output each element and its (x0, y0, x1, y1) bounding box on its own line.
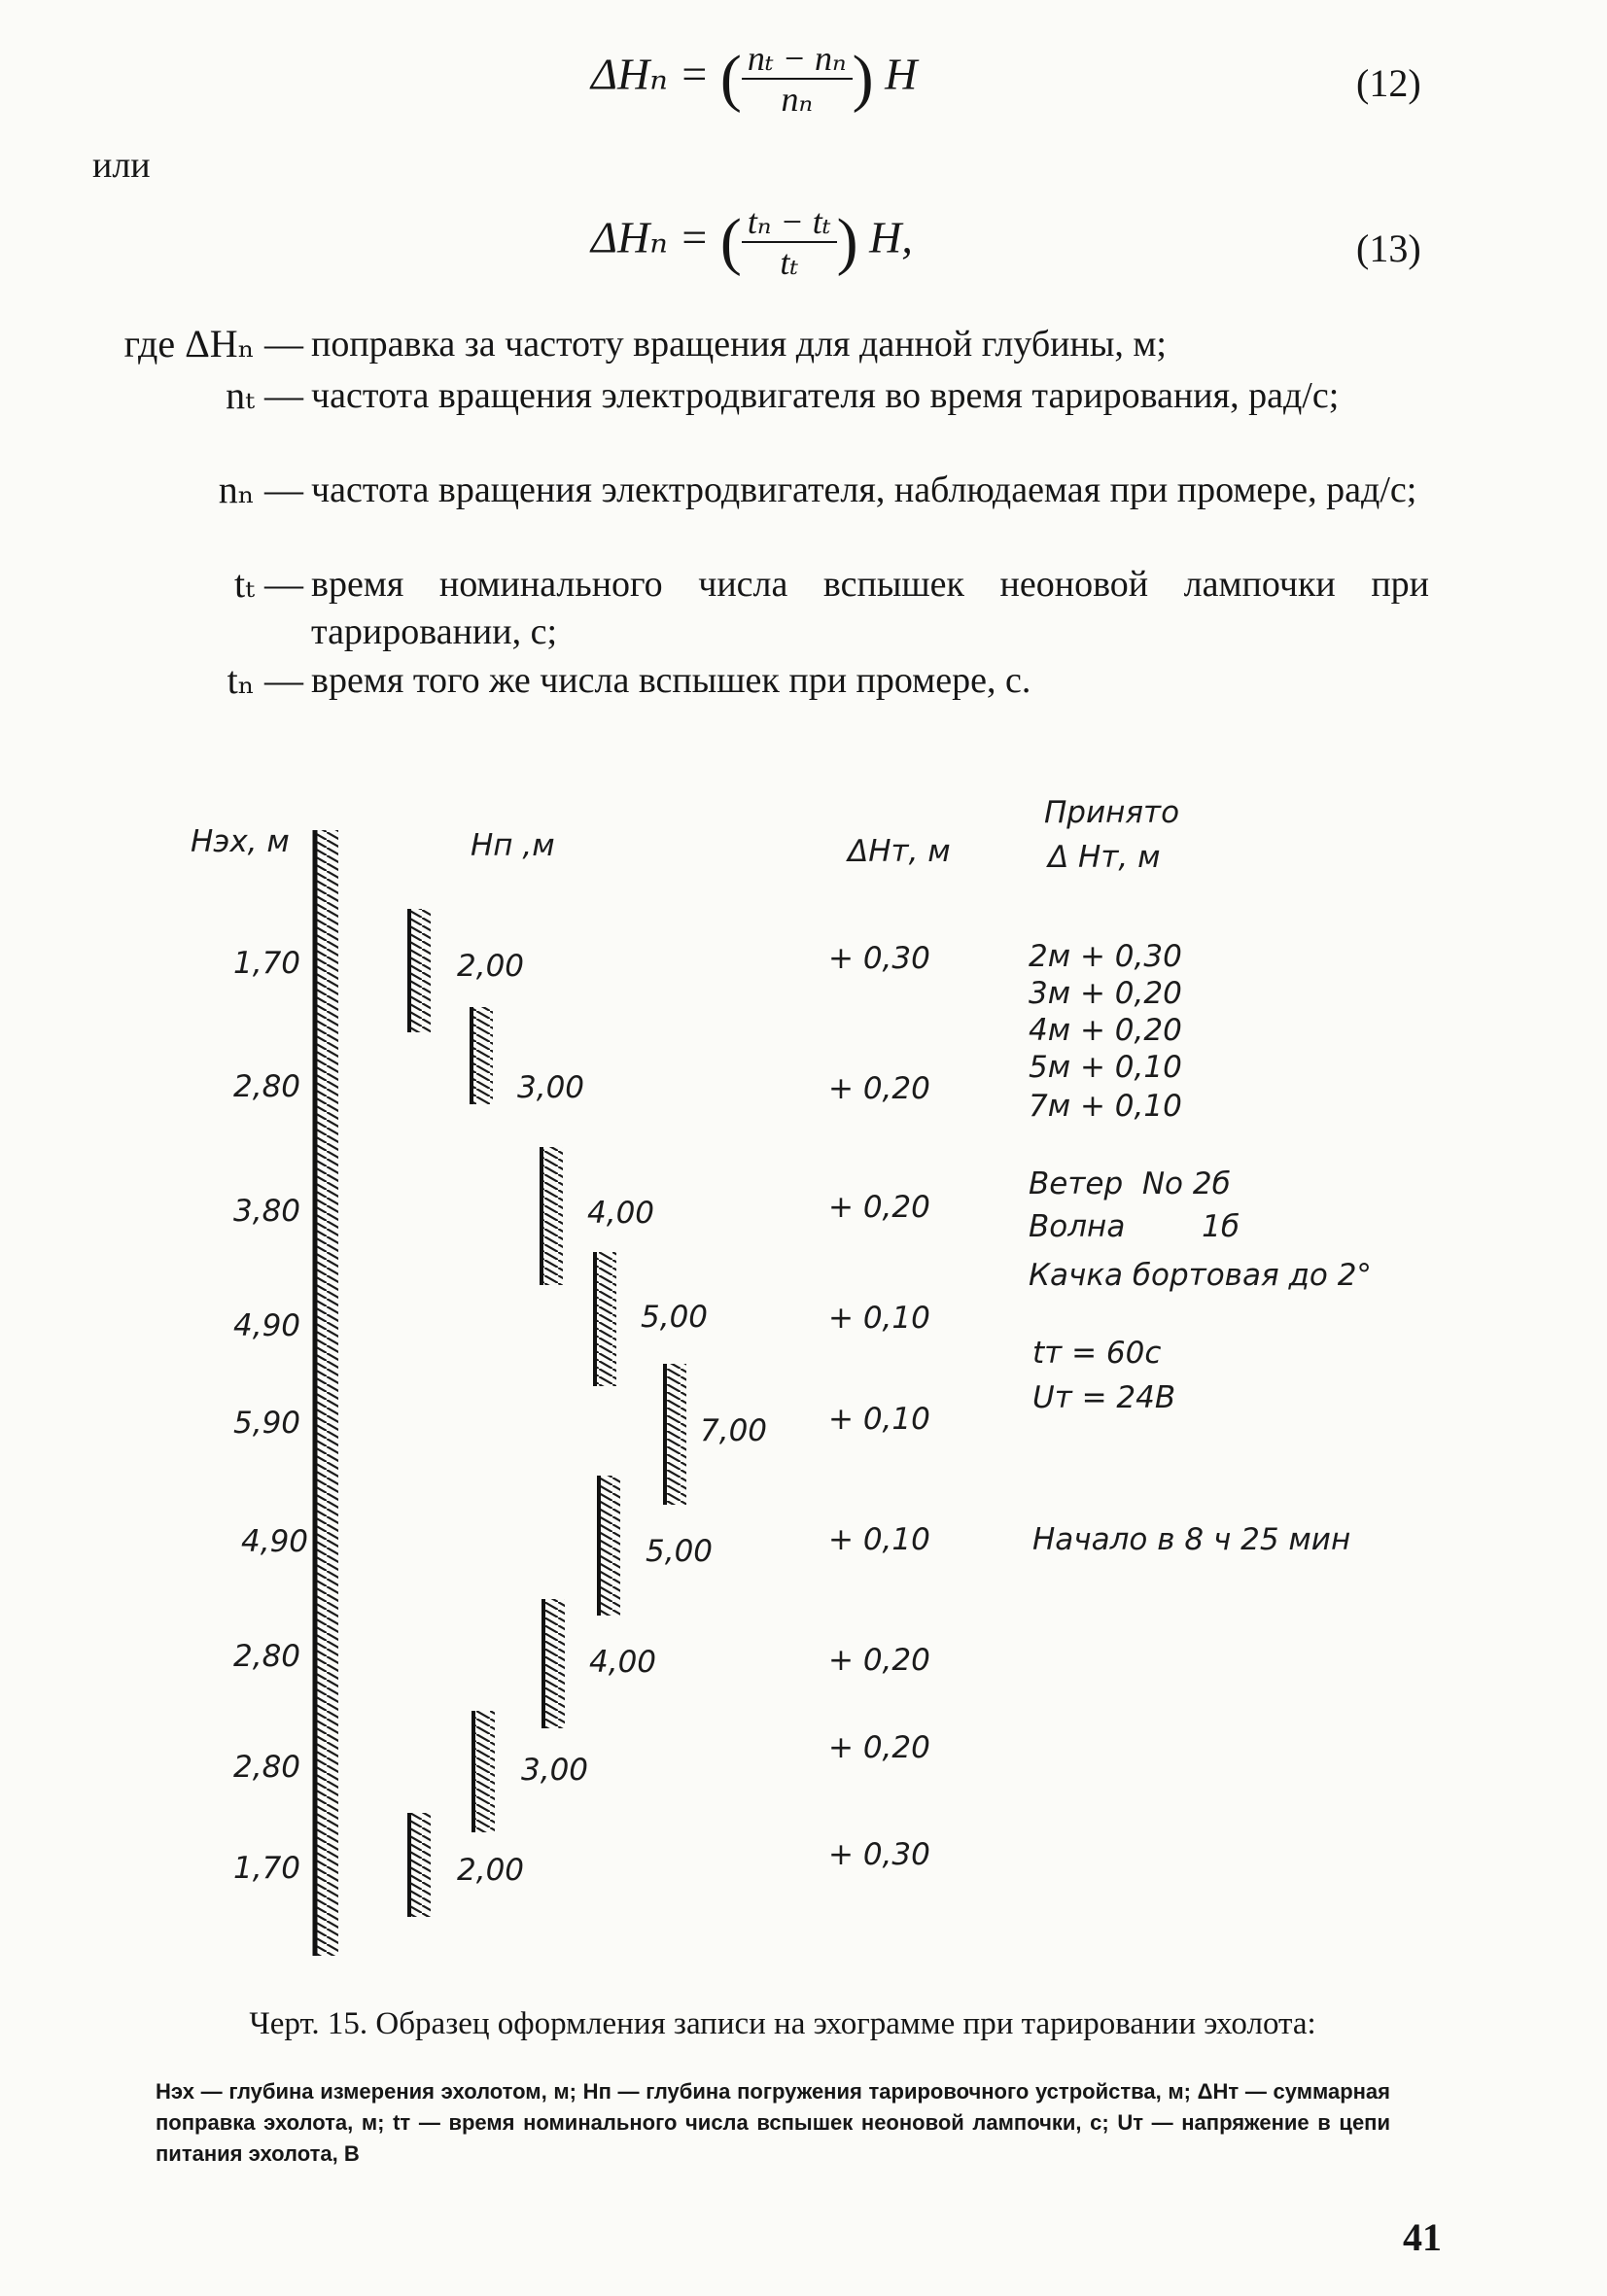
header-accepted: Принято (1044, 795, 1180, 830)
dht-value: + 0,20 (828, 1643, 930, 1678)
connector-word: или (92, 145, 151, 186)
definition-text: поправка за частоту вращения для данной глубины, м; (311, 324, 1167, 365)
equation-13-lhs: ΔHₙ = (591, 212, 710, 262)
hex-value: 1,70 (233, 1851, 301, 1886)
hp-value: 4,00 (589, 1645, 657, 1680)
hex-value: 2,80 (233, 1750, 301, 1785)
hp-value: 3,00 (521, 1753, 589, 1788)
hex-value: 4,90 (233, 1308, 301, 1343)
header-accepted-dht: Δ Нт, м (1048, 840, 1161, 875)
paren-right: ) (836, 206, 858, 277)
dht-value: + 0,30 (828, 1837, 930, 1872)
paren-right: ) (852, 43, 874, 114)
equation-number: (12) (1356, 61, 1421, 105)
equation-13-rhs: H, (869, 212, 913, 262)
equation-number: (13) (1356, 226, 1421, 270)
header-hex: Нэх, м (191, 824, 290, 859)
depth-trace (409, 1813, 431, 1917)
hex-value: 2,80 (233, 1639, 301, 1674)
depth-trace (595, 1252, 616, 1386)
accepted-value: 3м + 0,20 (1029, 976, 1182, 1011)
depth-trace (409, 909, 431, 1032)
depth-trace (541, 1147, 563, 1285)
note-ut: Uт = 24В (1032, 1380, 1176, 1415)
equation-13 (591, 202, 913, 282)
paren-left: ( (719, 43, 742, 114)
paren-left: ( (719, 206, 742, 277)
hex-value: 3,80 (233, 1194, 301, 1229)
figure-caption-title: Черт. 15. Образец оформления записи на эхограмме при тарировании эхолота: (249, 2006, 1316, 2041)
definition-text: частота вращения электродвигателя во время тарирования, рад/с; (311, 375, 1340, 416)
note-wave: Волна 1б (1029, 1209, 1240, 1244)
hp-value: 2,00 (457, 949, 525, 984)
note-tt: tт = 60с (1032, 1336, 1162, 1371)
definition-symbol: nₙ — (218, 468, 303, 511)
dht-value: + 0,20 (828, 1730, 930, 1765)
definition-text: время номинального числа вспышек неоновой лампочки при тарировании, с; (311, 564, 1429, 652)
depth-trace (599, 1476, 620, 1616)
definition-text: время того же числа вспышек при промере, с. (311, 660, 1031, 701)
hex-value: 4,90 (241, 1524, 309, 1559)
fraction (742, 202, 837, 282)
definition-symbol: tₜ — (234, 562, 303, 606)
note-wind: Ветер No 2б (1029, 1166, 1231, 1201)
hex-value: 2,80 (233, 1069, 301, 1104)
dht-value: + 0,10 (828, 1301, 930, 1336)
dht-value: + 0,20 (828, 1071, 930, 1106)
fraction-denominator: tₜ (780, 243, 799, 282)
dht-value: + 0,10 (828, 1402, 930, 1437)
definition-symbol: nₜ — (226, 373, 303, 417)
note-roll: Качка бортовая до 2° (1029, 1258, 1372, 1293)
equation-12-rhs: H (885, 49, 918, 99)
accepted-value: 4м + 0,20 (1029, 1013, 1182, 1048)
depth-trace (665, 1364, 686, 1505)
equation-12-lhs: ΔHₙ = (591, 49, 710, 99)
hp-value: 5,00 (641, 1300, 709, 1335)
dht-value: + 0,20 (828, 1190, 930, 1225)
depth-trace (543, 1599, 565, 1728)
page-number: 41 (1403, 2215, 1442, 2259)
hex-value: 1,70 (233, 946, 301, 981)
definition-symbol: где ΔHₙ — (123, 322, 303, 365)
hp-value: 4,00 (587, 1196, 655, 1231)
hp-value: 5,00 (646, 1534, 714, 1569)
fraction-numerator: nₜ − nₙ (742, 39, 853, 80)
accepted-value: 7м + 0,10 (1029, 1089, 1182, 1124)
equation-12 (591, 39, 917, 119)
header-hp: Нп ,м (471, 828, 555, 863)
fraction-numerator: tₙ − tₜ (742, 202, 837, 243)
dht-value: + 0,10 (828, 1522, 930, 1557)
depth-trace (472, 1007, 493, 1104)
definition-symbol: tₙ — (227, 658, 303, 702)
note-start: Начало в 8 ч 25 мин (1032, 1522, 1351, 1557)
fraction-denominator: nₙ (781, 80, 814, 119)
hex-value: 5,90 (233, 1406, 301, 1441)
hp-value: 2,00 (457, 1853, 525, 1888)
fraction (742, 39, 853, 119)
echogram-zero-line (315, 830, 338, 1956)
hp-value: 3,00 (517, 1070, 585, 1105)
header-dht: ΔНт, м (848, 834, 951, 869)
accepted-value: 2м + 0,30 (1029, 939, 1182, 974)
hp-value: 7,00 (700, 1413, 768, 1448)
figure-caption-text: Нэх — глубина измерения эхолотом, м; Нп — глубина погружения тарировочного устройства, м; ΔНт — суммарная поправка эхолота, м; tт — время номинального числа вспышек неоновой лампочки, с; Uт — напряжение в цепи питания эхолота, В (156, 2079, 1390, 2166)
depth-trace (473, 1711, 495, 1832)
dht-value: + 0,30 (828, 941, 930, 976)
accepted-value: 5м + 0,10 (1029, 1050, 1182, 1085)
definition-text: частота вращения электродвигателя, наблюдаемая при промере, рад/с; (311, 470, 1417, 510)
